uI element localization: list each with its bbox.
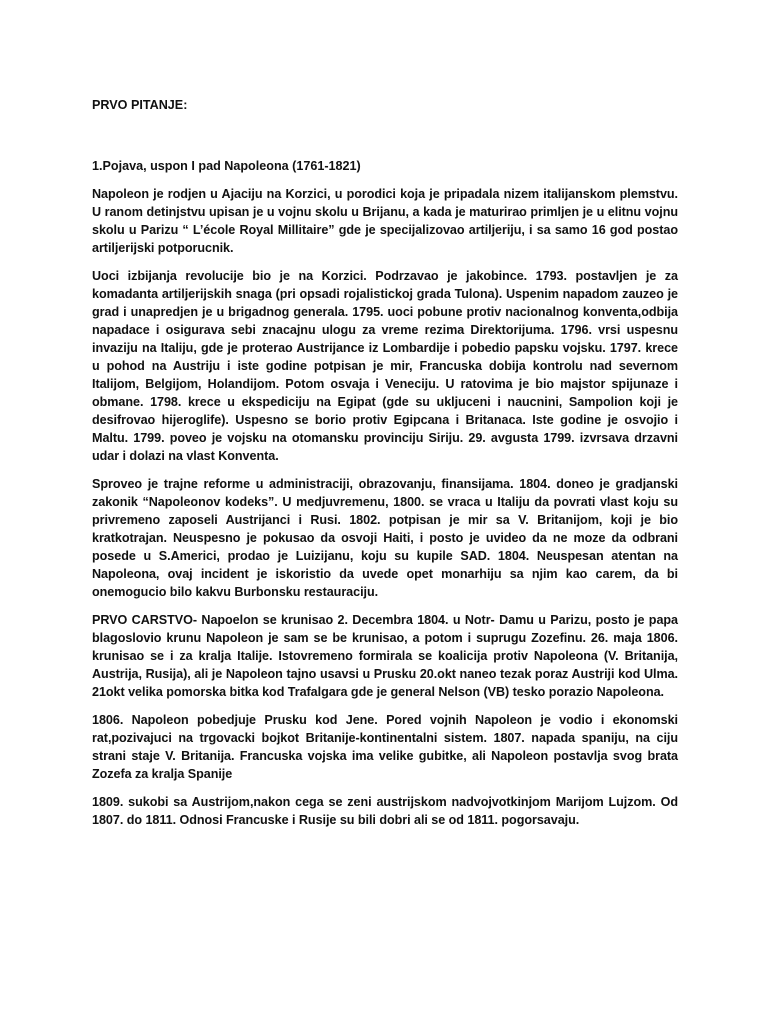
paragraph-birth: Napoleon je rodjen u Ajaciju na Korzici, u porodici koja je pripadala nizem italijanskom plemstvu. U ranom detinjstvu upisan je u vojnu skolu u Brijanu, a kada je maturirao primljen je u elitnu vojnu skolu u Parizu “ L’école Royal Millitaire” gde je specijalizovao artiljeriju, i sa samo 16 god postao artiljerijski potporucnik. <box>92 187 678 255</box>
paragraph-1809: 1809. sukobi sa Austrijom,nakon cega se zeni austrijskom nadvojvotkinjom Marijom Lujzom. Od 1807. do 1811. Odnosi Francuske i Rusije su bili dobri ali se od 1811. pogorsavaju. <box>92 795 678 827</box>
paragraph-1806: 1806. Napoleon pobedjuje Prusku kod Jene. Pored vojnih Napoleon je vodio i ekonomski rat,pozivajuci na trgovacki bojkot Britanije-kontinentalni sistem. 1807. napada spaniju, na ciju strani staje V. Britanija. Francuska vojska ima velike gubitke, ali Napoleon postavlja svog brata Zozefa za kralja Spanije <box>92 713 678 781</box>
paragraph-revolution: Uoci izbijanja revolucije bio je na Korzici. Podrzavao je jakobince. 1793. postavljen je za komadanta artiljerijskih snaga (pri opsadi rojalistickoj grada Tulona). Uspenim napadom zauzeo je grad i unapredjen je u brigadnog generala. 1795. uoci pobune protiv nacionalnog konventa,odbija napadace i osigurava sebi znacajnu ulogu za vreme rezima Direktorijuma. 1796. vrsi uspesnu invaziju na Italiju, gde je proterao Austrijance iz Lombardije i pobedio papsku vojsku. 1797. krece u pohod na Austriju i iste godine potpisan je mir, Francuska dobija kontrolu nad severnom Italijom, Belgijom, Holandijom. Potom osvaja i Veneciju. U ratovima je bio majstor spijunaze i obmane. 1798. krece u ekspediciju na Egipat (gde su ukljuceni i naucnini, Sampolion koji je desifrovao hijeroglife). Uspesno se borio protiv Egipcana i Britanaca. Iste godine je osvojio i Maltu. 1799. poveo je vojsku na otomansku provinciju Siriju. 29. avgusta 1799. izvrsava drzavni udar i dolazi na vlast Konventa. <box>92 269 678 463</box>
paragraph-first-empire: PRVO CARSTVO- Napoelon se krunisao 2. Decembra 1804. u Notr- Damu u Parizu, posto je papa blagoslovio krunu Napoleon je sam se be krunisao, a potom i suprugu Zozefinu. 26. maja 1806. krunisao se i za kralja Italije. Istovremeno formirala se koalicija protiv Napoleona (V. Britanija, Austrija, Rusija), ali je Napoleon tajno usavsi u Prusku 20.okt naneo tezak poraz Austriji kod Ulma. 21okt velika pomorska bitka kod Trafalgara gde je general Nelson (VB) tesko porazio Napoleona. <box>92 613 678 699</box>
section-title: 1.Pojava, uspon I pad Napoleona (1761-1821) <box>92 159 361 173</box>
paragraph-reforms: Sproveo je trajne reforme u administraciji, obrazovanju, finansijama. 1804. doneo je gradjanski zakonik “Napoleonov kodeks”. U medjuvremenu, 1800. se vraca u Italiju da povrati vlast koju su privremeno zaposeli Austrijanci i Rusi. 1802. potpisan je mir sa V. Britanijom, koji je bio kratkotrajan. Neuspesno je pokusao da osvoji Haiti, i posto je uvideo da ne moze da odbrani posede u S.Americi, prodao je Luizijanu, koju su kupile SAD. 1804. Neuspesan atentan na Napoleona, ovaj incident je iskoristio da uvede opet monarhiju sa njim kao carem, da bi onemogucio bilo kakvu Burbonsku restauraciju. <box>92 477 678 599</box>
page-heading: PRVO PITANJE: <box>92 98 188 112</box>
document-body <box>92 96 678 839</box>
